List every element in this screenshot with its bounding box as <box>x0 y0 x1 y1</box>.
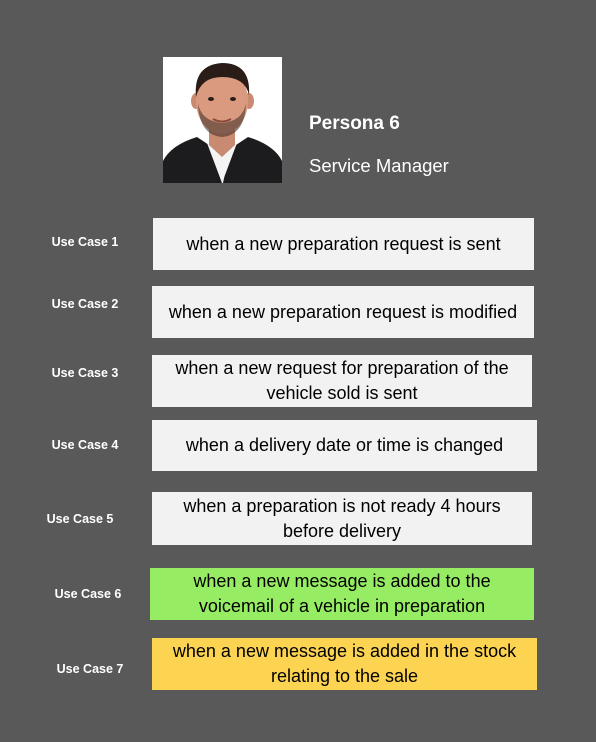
use-case-3-box: when a new request for preparation of the vehicle sold is sent <box>152 355 532 407</box>
use-case-6-label: Use Case 6 <box>54 587 122 601</box>
use-case-5-box: when a preparation is not ready 4 hours before delivery <box>152 492 532 545</box>
persona-portrait-image <box>163 57 282 183</box>
persona-role: Service Manager <box>309 155 449 176</box>
persona-name: Persona 6 <box>309 113 400 134</box>
use-case-4-box: when a delivery date or time is changed <box>152 420 537 471</box>
use-case-7-label: Use Case 7 <box>56 662 124 676</box>
use-case-6-box: when a new message is added to the voicemail of a vehicle in preparation <box>150 568 534 620</box>
use-case-3-label: Use Case 3 <box>51 366 119 380</box>
use-case-2-label: Use Case 2 <box>51 297 119 311</box>
use-case-4-label: Use Case 4 <box>51 438 119 452</box>
persona-photo <box>163 57 282 183</box>
use-case-1-label: Use Case 1 <box>51 235 119 249</box>
use-case-7-box: when a new message is added in the stock relating to the sale <box>152 638 537 690</box>
use-case-1-box: when a new preparation request is sent <box>153 218 534 270</box>
use-case-5-label: Use Case 5 <box>46 512 114 526</box>
use-case-2-box: when a new preparation request is modified <box>152 286 534 338</box>
